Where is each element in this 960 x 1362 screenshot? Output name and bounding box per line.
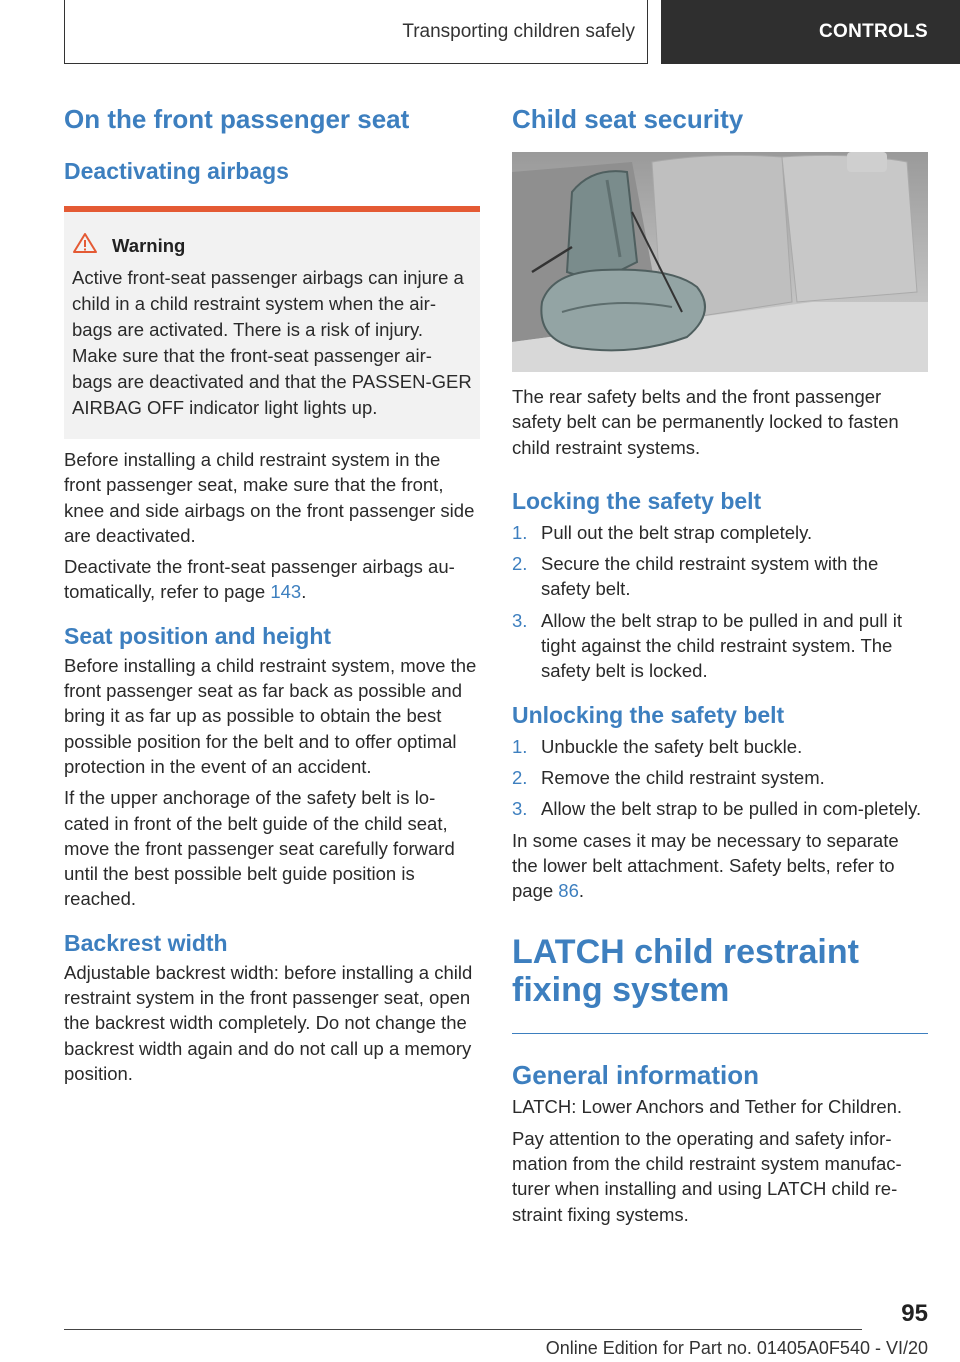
heading-latch-system: LATCH child restraint fixing system	[512, 933, 859, 1010]
warning-text: Active front-seat passenger airbags can injure a child in a child restraint system when the air-bags are activated. There is a risk of injury. Make sure that the front-seat passenger air-bags are deactivated and that the PASSEN-GER AIRBAG OFF indicator light lights up.	[72, 267, 472, 418]
paragraph-backrest-width: Adjustable backrest width: before installing a child restraint system in the front passenger seat, open the backrest width completely. Do not change the backrest width again and do not call up a memory position.	[64, 961, 473, 1084]
section-divider	[512, 1033, 928, 1034]
heading-unlocking-safety-belt: Unlocking the safety belt	[512, 701, 785, 728]
paragraph-text: .	[578, 880, 585, 902]
paragraph-text: Deactivate the front-seat passenger airbags au-tomatically, refer to page	[64, 556, 455, 603]
heading-backrest-width: Backrest width	[64, 929, 228, 956]
warning-title: Warning	[112, 234, 186, 256]
heading-seat-position: Seat position and height	[64, 622, 332, 649]
paragraph-deactivate-automatically	[64, 554, 480, 605]
paragraph-latch-definition: LATCH: Lower Anchors and Tether for Children.	[512, 1096, 903, 1118]
heading-general-information: General information	[512, 1060, 760, 1091]
step-text: Remove the child restraint system.	[541, 766, 825, 788]
right-column	[512, 100, 928, 1227]
paragraph-upper-anchorage: If the upper anchorage of the safety belt is lo-cated in front of the belt guide of the child seat, move the front passenger seat carefully forward until the best possible belt guide position is reached.	[64, 787, 455, 910]
step-text: Allow the belt strap to be pulled in com-pletely.	[541, 798, 922, 820]
list-item	[512, 734, 928, 759]
chapter-title: CONTROLS	[818, 21, 928, 42]
paragraph-pay-attention: Pay attention to the operating and safety infor-mation from the child restraint system manufac-turer when installing and using LATCH child re-straint fixing systems.	[512, 1127, 902, 1225]
edition-info: Online Edition for Part no. 01405A0F540 - VI/20	[545, 1338, 928, 1358]
step-text: Pull out the belt strap completely.	[541, 521, 813, 543]
paragraph-rear-safety-belts: The rear safety belts and the front passenger safety belt can be permanently locked to fasten child restraint systems.	[512, 386, 899, 458]
step-number: 1.	[512, 735, 528, 757]
heading-child-seat-security: Child seat security	[512, 104, 744, 134]
heading-deactivating-airbags: Deactivating airbags	[64, 158, 289, 184]
child-seat-photo	[512, 152, 928, 372]
step-number: 3.	[512, 609, 528, 631]
list-item	[512, 796, 928, 821]
page-reference-link[interactable]: 143	[270, 581, 302, 603]
paragraph-seat-position: Before installing a child restraint system, move the front passenger seat as far back as possible and bring it as far up as possible to obtain the best possible position for the belt and to offer optimal protection in the event of an accident.	[64, 654, 477, 777]
heading-locking-safety-belt: Locking the safety belt	[512, 487, 762, 514]
warning-triangle-icon	[72, 232, 98, 259]
section-title: Transporting children safely	[402, 20, 635, 42]
header-section-title	[64, 0, 648, 64]
paragraph-some-cases	[512, 828, 928, 904]
paragraph-text: In some cases it may be necessary to separate the lower belt attachment. Safety belts, refer to page	[512, 829, 899, 902]
list-item	[512, 765, 928, 790]
left-column	[64, 100, 480, 1086]
paragraph-text: .	[301, 581, 307, 603]
footer-divider	[64, 1329, 862, 1330]
step-text: Unbuckle the safety belt buckle.	[541, 735, 803, 757]
step-number: 1.	[512, 521, 528, 543]
warning-box	[64, 206, 480, 439]
list-item	[512, 520, 928, 545]
page-reference-link[interactable]: 86	[558, 880, 579, 902]
unlocking-steps-list	[512, 734, 928, 822]
warning-header	[72, 232, 472, 259]
step-text: Allow the belt strap to be pulled in and pull it tight against the child restraint system. The safety belt is locked.	[541, 609, 902, 682]
step-number: 3.	[512, 798, 528, 820]
step-number: 2.	[512, 553, 528, 575]
step-text: Secure the child restraint system with the safety belt.	[541, 553, 879, 600]
step-number: 2.	[512, 766, 528, 788]
paragraph-before-installing: Before installing a child restraint system in the front passenger seat, make sure that the front, knee and side airbags on the front passenger side are deactivated.	[64, 449, 475, 546]
heading-front-passenger: On the front passenger seat	[64, 104, 410, 134]
list-item	[512, 608, 928, 684]
page-number: 95	[901, 1300, 928, 1327]
header-chapter-tab	[661, 0, 960, 64]
list-item	[512, 551, 928, 602]
locking-steps-list	[512, 520, 928, 684]
